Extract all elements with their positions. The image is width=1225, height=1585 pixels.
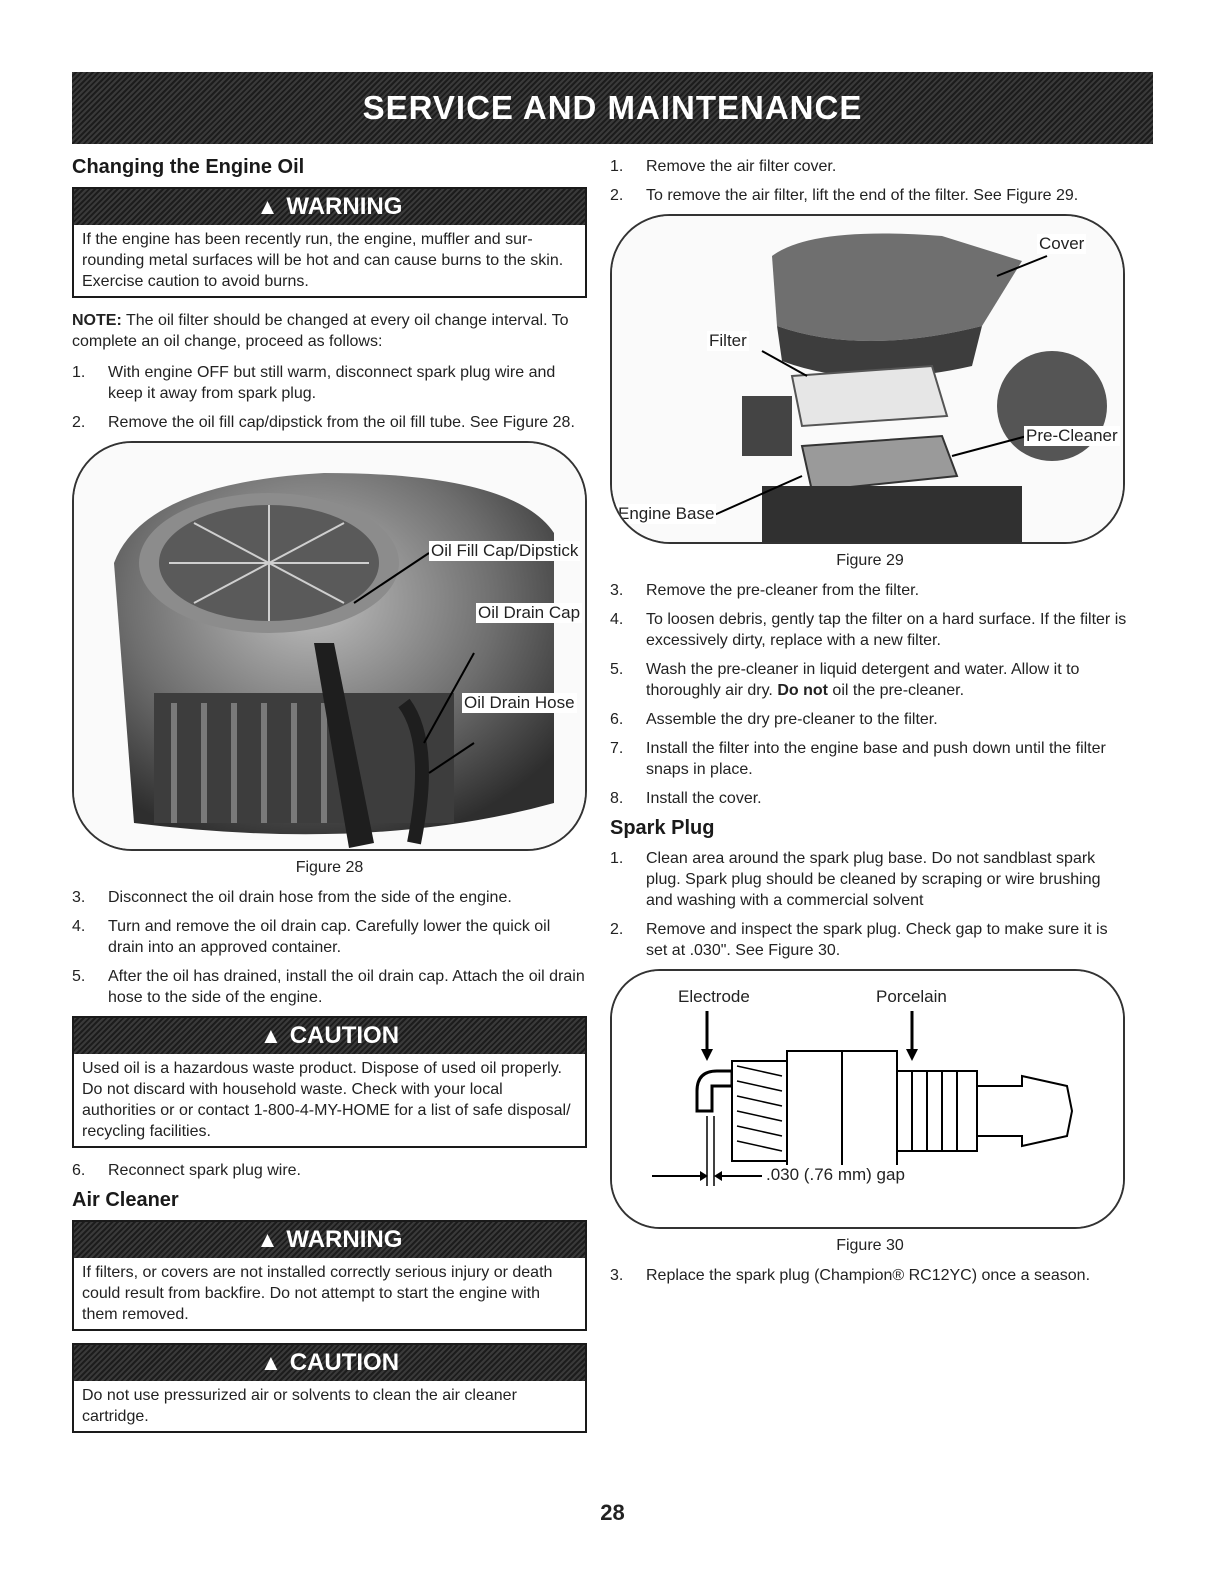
list-item: 4. To loosen debris, gently tap the filter on a hard surface. If the filter is excessively dirty, replace with a new filter. [610,611,1127,649]
caution-text: Do not use pressurized air or solvents to clean the air cleaner cartridge. [82,1387,517,1425]
list-item: 1. Remove the air filter cover. [610,158,837,175]
left-column [72,156,587,1445]
list-item: 2. Remove the oil fill cap/dipstick from the oil fill tube. See Figure 28. [72,414,575,431]
oil-steps-list-b [72,887,587,1008]
warning-text: If the engine has been recently run, the engine, muffler and sur-rounding metal surfaces will be hot and can cause burns to the skin. Exercise caution to avoid burns. [82,231,564,290]
warning-triangle-icon: ▲ [259,1023,282,1048]
list-item: 5. After the oil has drained, install the oil drain cap. Attach the oil drain hose to the side of the engine. [72,968,585,1006]
caution-heading: CAUTION [289,1349,400,1376]
spark-plug-diagram [612,971,1125,1229]
note-text: The oil filter should be changed at every oil change interval. To complete an oil change, proceed as follows: [72,312,569,350]
warning-triangle-icon: ▲ [259,1350,282,1375]
label-cover: Cover [1039,234,1085,253]
list-item: 7. Install the filter into the engine base and push down until the filter snaps in place. [610,740,1106,778]
page-title: SERVICE AND MAINTENANCE [362,89,863,126]
label-filter: Filter [709,331,747,350]
label-gap: .030 (.76 mm) gap [766,1165,905,1184]
list-item: 3. Remove the pre-cleaner from the filter. [610,582,920,599]
caution-text: Used oil is a hazardous waste product. Dispose of used oil properly. Do not discard with household waste. Check with your local authorities or or contact 1-800-4-MY-HOME for a list of safe disposal/ recycling facilities. [82,1060,571,1140]
list-item: 6. Assemble the dry pre-cleaner to the filter. [610,711,938,728]
oil-steps-list-c [72,1160,587,1181]
list-item: 1. With engine OFF but still warm, disconnect spark plug wire and keep it away from spark plug. [72,364,556,402]
label-pre-cleaner: Pre-Cleaner [1026,426,1118,445]
figure-29-caption: Figure 29 [836,552,904,569]
changing-oil-heading: Changing the Engine Oil [72,156,305,178]
caution-box-pressurized-air [72,1343,587,1433]
oil-steps-list-a [72,362,587,433]
figure-30-spark-plug-diagram [610,969,1125,1229]
air-cleaner-heading: Air Cleaner [72,1189,179,1211]
label-electrode: Electrode [678,987,750,1006]
air-filter-illustration [612,216,1125,544]
warning-triangle-icon: ▲ [256,194,279,219]
figure-29-air-filter-illustration [610,214,1125,544]
caution-heading: CAUTION [289,1022,400,1049]
figure-30-caption: Figure 30 [836,1237,904,1254]
spark-plug-steps-b [610,1265,1130,1286]
section-banner [72,72,1153,144]
label-oil-fill-cap: Oil Fill Cap/Dipstick [431,541,579,560]
air-filter-steps-b [610,580,1130,809]
warning-heading: WARNING [286,193,403,220]
warning-triangle-icon: ▲ [256,1227,279,1252]
figure-28-engine-illustration [72,441,587,851]
list-item: 5. Wash the pre-cleaner in liquid detergent and water. Allow it to thoroughly air dry. Do not oil the pre-cleaner. [610,661,1080,699]
warning-box-backfire [72,1220,587,1331]
list-item: 8. Install the cover. [610,790,762,807]
warning-heading: WARNING [286,1226,403,1253]
note-label: NOTE: [72,312,122,329]
label-porcelain: Porcelain [876,987,947,1006]
spark-plug-steps [610,848,1130,961]
figure-28-caption: Figure 28 [295,859,364,876]
page-number: 28 [600,1500,625,1525]
list-item: 4. Turn and remove the oil drain cap. Carefully lower the quick oil drain into an approved container. [72,918,551,956]
list-item: 2. To remove the air filter, lift the end of the filter. See Figure 29. [610,187,1079,204]
note-paragraph [72,310,587,352]
label-engine-base: Engine Base [618,504,715,523]
list-item: 3. Replace the spark plug (Champion® RC12YC) once a season. [610,1267,1091,1284]
list-item: 6. Reconnect spark plug wire. [72,1162,301,1179]
list-item: 3. Disconnect the oil drain hose from the side of the engine. [72,889,512,906]
air-filter-steps-a [610,156,1130,206]
caution-box-used-oil [72,1016,587,1148]
warning-box-hot-surfaces [72,187,587,298]
label-oil-drain-hose: Oil Drain Hose [464,693,575,712]
label-oil-drain-cap: Oil Drain Cap [478,603,581,622]
warning-text: If filters, or covers are not installed correctly serious injury or death could result from backfire. Do not attempt to start the engine with them removed. [82,1264,553,1323]
engine-illustration [74,443,587,851]
list-item: 2. Remove and inspect the spark plug. Check gap to make sure it is set at .030". See Figure 30. [610,921,1108,959]
spark-plug-heading: Spark Plug [610,817,715,839]
list-item: 1. Clean area around the spark plug base. Do not sandblast spark plug. Spark plug should be cleaned by scraping or wire brushing and washing with a commercial solvent [610,850,1101,909]
right-column [610,156,1130,1294]
